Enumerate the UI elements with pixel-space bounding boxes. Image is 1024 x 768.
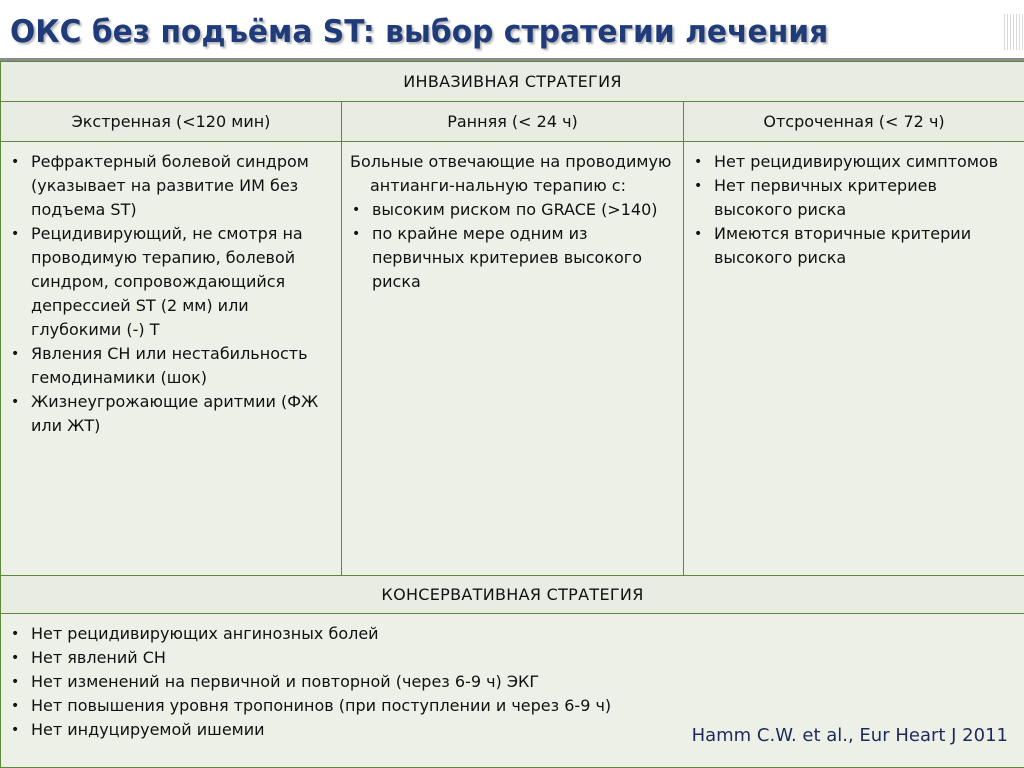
list-item-text: Нет рецидивирующих симптомов [714,152,999,171]
list-item-text: Рефрактерный болевой синдром (указывает на развитие ИМ без подъема ST) [31,152,309,219]
list-item [692,174,1014,222]
title-accent-decoration [1004,14,1024,50]
emergency-criteria-cell [1,142,342,576]
list-item [9,694,1014,718]
conservative-criteria-list [9,622,1014,742]
early-criteria-intro: Больные отвечающие на проводимую антианги-нальную терапию с: [350,152,672,195]
strategy-table [0,61,1024,768]
invasive-criteria-row [1,142,1024,576]
list-item-text: Нет рецидивирующих ангинозных болей [31,624,379,643]
column-header-early: Ранняя (< 24 ч) [342,102,684,142]
conservative-strategy-header: КОНСЕРВАТИВНАЯ СТРАТЕГИЯ [1,576,1024,614]
list-item-text: Жизнеугрожающие аритмии (ФЖ или ЖТ) [31,392,319,435]
bullet-icon: • [694,178,703,194]
delayed-criteria-list [692,150,1014,270]
list-item-text: Нет изменений на первичной и повторной (через 6-9 ч) ЭКГ [31,672,540,691]
list-item [9,390,331,438]
bullet-icon: • [11,346,20,362]
list-item [350,198,673,222]
list-item-text: Нет повышения уровня тропонинов (при поступлении и через 6-9 ч) [31,696,612,715]
invasive-strategy-header: ИНВАЗИВНАЯ СТРАТЕГИЯ [1,62,1024,102]
list-item [9,342,331,390]
bullet-icon: • [11,698,20,714]
list-item-text: Нет индуцируемой ишемии [31,720,265,739]
list-item [692,222,1014,270]
bullet-icon: • [11,394,20,410]
list-item [9,646,1014,670]
list-item-text: Имеются вторичные критерии высокого риска [714,224,972,267]
bullet-icon: • [11,226,20,242]
list-item [350,222,673,294]
bullet-icon: • [352,226,361,242]
list-item [692,150,1014,174]
invasive-strategy-header-row [1,62,1024,102]
timing-header-row [1,102,1024,142]
column-header-delayed: Отсроченная (< 72 ч) [684,102,1024,142]
bullet-icon: • [11,154,20,170]
list-item-text: по крайне мере одним из первичных критериев высокого риска [372,224,642,291]
list-item [9,222,331,342]
list-item-text: Нет первичных критериев высокого риска [714,176,937,219]
bullet-icon: • [11,626,20,642]
bullet-icon: • [694,154,703,170]
early-criteria-list [350,198,673,294]
list-item-text: Явления СН или нестабильность гемодинамики (шок) [31,344,308,387]
list-item [9,670,1014,694]
early-criteria-cell [342,142,684,576]
conservative-strategy-header-row [1,576,1024,614]
bullet-icon: • [11,650,20,666]
column-header-emergency: Экстренная (<120 мин) [1,102,342,142]
list-item [9,622,1014,646]
list-item-text: Рецидивирующий, не смотря на проводимую терапию, болевой синдром, сопровождающийся депрессией ST (2 мм) или глубокими (-) T [31,224,303,339]
list-item-text: высоким риском по GRACE (>140) [372,200,658,219]
bullet-icon: • [694,226,703,242]
bullet-icon: • [352,202,361,218]
list-item-text: Нет явлений СН [31,648,166,667]
slide-title: ОКС без подъёма ST: выбор стратегии лечения [10,14,829,50]
bullet-icon: • [11,674,20,690]
citation: Hamm C.W. et al., Eur Heart J 2011 [691,725,1008,746]
emergency-criteria-list [9,150,331,438]
list-item [9,150,331,222]
bullet-icon: • [11,722,20,738]
delayed-criteria-cell [684,142,1024,576]
